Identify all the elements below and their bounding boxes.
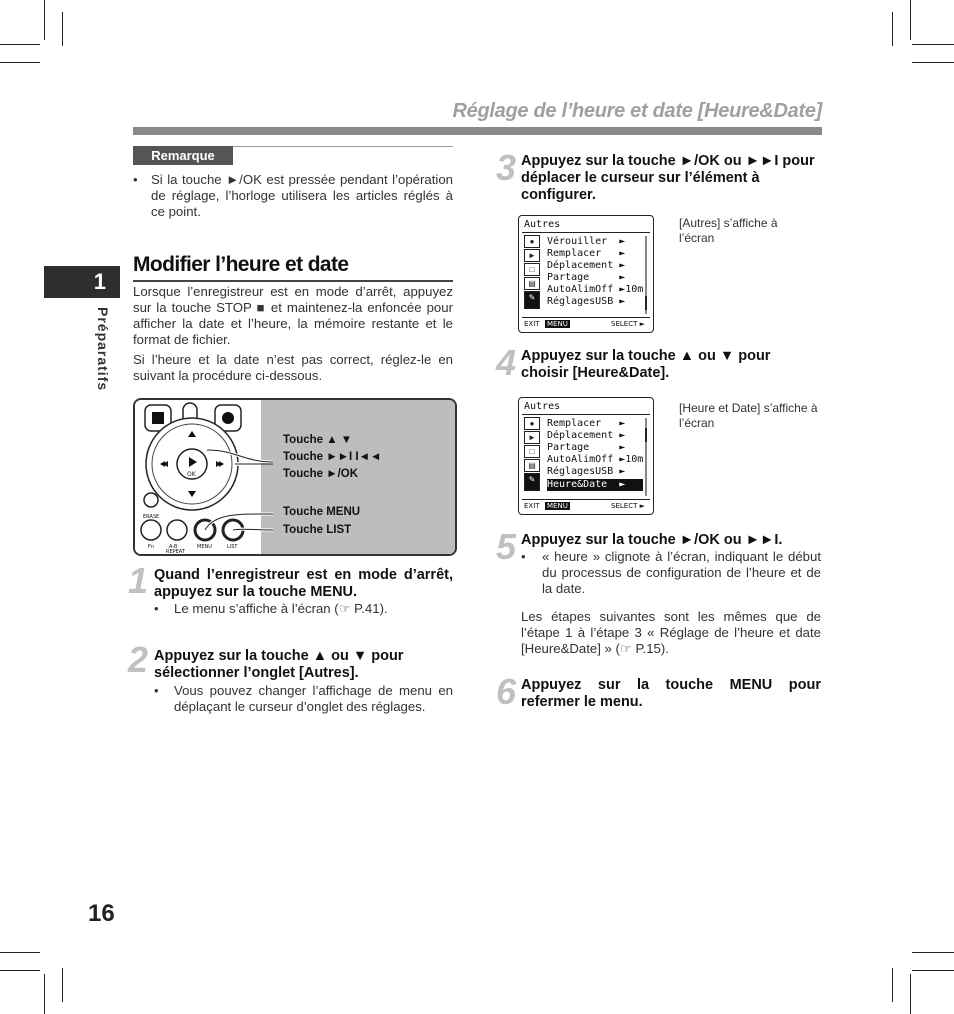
crop-mark: [44, 0, 45, 40]
screen-1-item: Partage ►: [547, 272, 626, 283]
screen-1-separator: [522, 232, 650, 233]
screen-1-menu-key: MENU: [547, 320, 568, 328]
crop-mark: [0, 970, 40, 971]
chapter-tab-label: Préparatifs: [95, 307, 111, 392]
card-icon: ▤: [524, 459, 540, 472]
step-2-number: 2: [128, 639, 149, 680]
screen-1-scroll-thumb: [645, 296, 647, 310]
step-1-number: 1: [128, 560, 149, 601]
section-divider: [133, 280, 453, 282]
screen-2-footer-separator: [522, 499, 650, 500]
screen-1-item: AutoAlimOff ►10m: [547, 284, 644, 295]
step-3-number: 3: [496, 147, 517, 188]
card-icon: ▤: [524, 277, 540, 290]
screen-1-caption: [Autres] s’affiche à l’écran: [679, 216, 778, 245]
screen-2-item-selected: Heure&Date ►: [547, 479, 643, 491]
svg-text:A-B: A-B: [169, 544, 178, 550]
svg-text:LIST: LIST: [227, 544, 238, 550]
label-play-ok: Touche ►/OK: [283, 468, 359, 480]
screen-2-item: Remplacer ►: [547, 418, 626, 429]
step-5-text: Appuyez sur la touche ►/OK ou ►►I.: [521, 532, 783, 548]
screen-2-separator: [522, 414, 650, 415]
svg-text:REPEAT: REPEAT: [166, 549, 185, 554]
step-5-number: 5: [496, 526, 517, 567]
label-list: Touche LIST: [283, 524, 352, 536]
display-icon: □: [524, 445, 540, 458]
screen-1-exit: EXIT: [524, 320, 540, 328]
crop-mark: [912, 62, 954, 63]
crop-mark: [0, 44, 40, 45]
crop-mark: [912, 44, 954, 45]
screen-2-item: AutoAlimOff ►10m: [547, 454, 644, 465]
crop-mark: [912, 952, 954, 953]
step-2-bullet: • Vous pouvez changer l’affichage de menu en déplaçant le curseur d’onglet des réglages.: [154, 683, 453, 714]
svg-text:OK: OK: [187, 471, 196, 478]
remark-text: Si la touche ►/OK est pressée pendant l’opération de réglage, l’horloge utilisera les articles réglés à ce point.: [151, 172, 453, 219]
step-5-bullet-text: « heure » clignote à l’écran, indiquant le début du processus de configuration de l’heure et de la date.: [542, 549, 821, 596]
screen-2-header: Autres: [524, 401, 561, 412]
section-paragraph-2: Si l’heure et la date n’est pas correct, réglez-le en suivant la procédure ci-dessous.: [133, 352, 453, 383]
screen-1-select: SELECT ►: [611, 320, 645, 328]
crop-mark: [0, 952, 40, 953]
label-skip: Touche ►►I I◄◄: [283, 451, 382, 463]
step-3-text: Appuyez sur la touche ►/OK ou ►►I pour déplacer le curseur sur l’élément à configurer.: [521, 153, 815, 203]
remark-badge: Remarque: [133, 146, 233, 165]
wrench-icon: ✎: [524, 291, 540, 309]
crop-mark: [0, 62, 40, 63]
remark-item: [133, 172, 453, 220]
crop-mark: [912, 970, 954, 971]
crop-mark: [62, 968, 63, 1002]
screen-1-item: RéglagesUSB ►: [547, 296, 626, 307]
step-1-bullet: • Le menu s’affiche à l’écran (☞ P.41).: [154, 601, 388, 616]
bullet-dot: •: [133, 172, 138, 187]
wrench-icon: ✎: [524, 473, 540, 491]
menu-screen-1: [518, 215, 654, 333]
page-title: Réglage de l’heure et date [Heure&Date]: [452, 100, 822, 122]
label-menu: Touche MENU: [283, 506, 361, 518]
crop-mark: [892, 968, 893, 1002]
play-icon: ►: [524, 431, 540, 444]
screen-2-item: Déplacement ►: [547, 430, 626, 441]
screen-1-item: Vérouiller ►: [547, 236, 626, 247]
menu-screen-2: [518, 397, 654, 515]
crop-mark: [44, 974, 45, 1014]
step-1-bullet-text: Le menu s’affiche à l’écran (☞ P.41).: [174, 601, 388, 616]
svg-text:Fn: Fn: [148, 544, 155, 550]
screen-2-item: RéglagesUSB ►: [547, 466, 626, 477]
section-title: Modifier l’heure et date: [133, 253, 349, 276]
screen-2-item: Partage ►: [547, 442, 626, 453]
screen-2-tab-icons: [524, 417, 540, 492]
screen-2-scroll-thumb: [645, 428, 647, 442]
step-2-text: Appuyez sur la touche ▲ ou ▼ pour sélectionner l’onglet [Autres].: [154, 648, 404, 681]
mic-icon: ●: [524, 417, 540, 430]
step-6-text: Appuyez sur la touche MENU pour refermer le menu.: [521, 677, 821, 710]
screen-2-menu-key: MENU: [547, 502, 568, 510]
step-4-text: Appuyez sur la touche ▲ ou ▼ pour choisir [Heure&Date].: [521, 348, 771, 381]
svg-text:MENU: MENU: [197, 544, 212, 550]
chapter-badge: 1: [44, 266, 120, 298]
crop-mark: [910, 974, 911, 1014]
display-icon: □: [524, 263, 540, 276]
step-2-bullet-text: Vous pouvez changer l’affichage de menu en déplaçant le curseur d’onglet des réglages.: [174, 683, 453, 714]
step-6-number: 6: [496, 671, 517, 712]
screen-2-select: SELECT ►: [611, 502, 645, 510]
crop-mark: [62, 12, 63, 46]
recorder-illustration: [133, 398, 457, 556]
mic-icon: ●: [524, 235, 540, 248]
play-icon: ►: [524, 249, 540, 262]
step-4-number: 4: [496, 342, 517, 383]
screen-2-caption: [Heure et Date] s’affiche à l’écran: [679, 401, 818, 430]
svg-text:ERASE: ERASE: [143, 514, 160, 520]
section-paragraph-1: Lorsque l’enregistreur est en mode d’arrêt, appuyez sur la touche STOP ■ et maintenez-la enfoncée pour afficher la date et l’heure, la mémoire restante et le format de fichier.: [133, 284, 453, 347]
screen-1-footer-separator: [522, 317, 650, 318]
screen-1-header: Autres: [524, 219, 561, 230]
page-number: 16: [88, 900, 115, 927]
crop-mark: [892, 12, 893, 46]
screen-1-item: Déplacement ►: [547, 260, 626, 271]
crop-mark: [910, 0, 911, 40]
step-5-note: Les étapes suivantes sont les mêmes que de l’étape 1 à l’étape 3 « Réglage de l’heure et date [Heure&Date] » (☞ P.15).: [521, 609, 821, 656]
screen-1-tab-icons: [524, 235, 540, 310]
title-bar: [133, 127, 822, 135]
step-1-text: Quand l’enregistreur est en mode d’arrêt, appuyez sur la touche MENU.: [154, 567, 453, 600]
screen-2-exit: EXIT: [524, 502, 540, 510]
screen-1-item: Remplacer ►: [547, 248, 626, 259]
label-updown: Touche ▲ ▼: [283, 434, 353, 446]
step-5-bullet: • « heure » clignote à l’écran, indiquant le début du processus de configuration de l’heure et de la date.: [521, 549, 821, 596]
